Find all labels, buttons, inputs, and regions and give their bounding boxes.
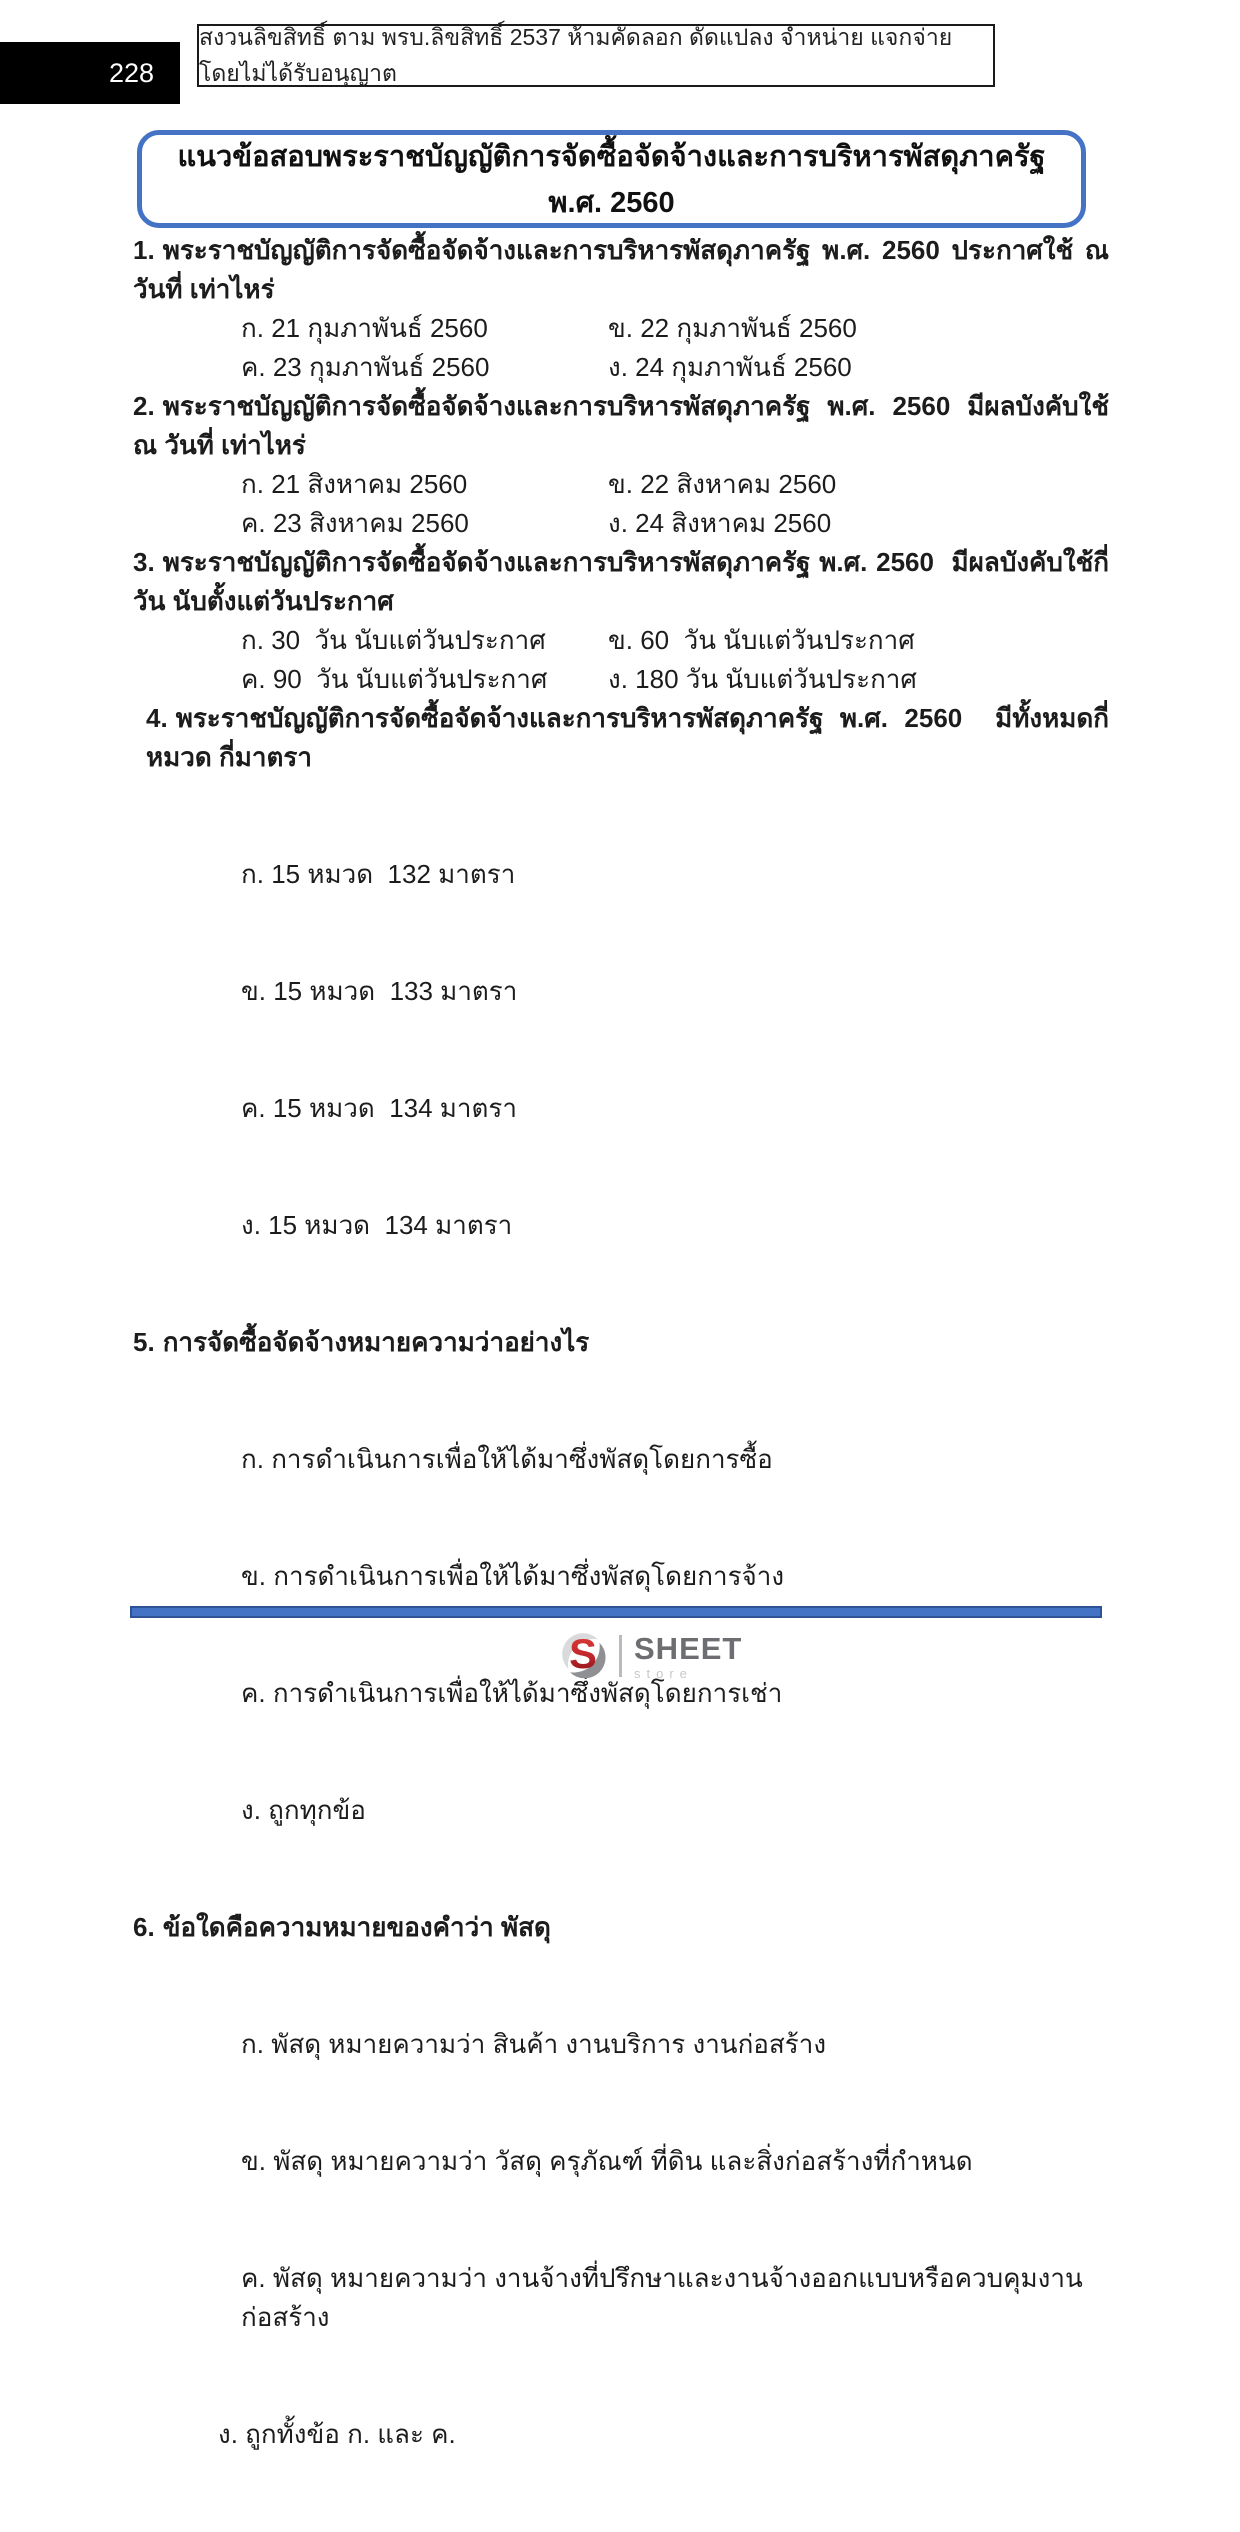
question-block-4 xyxy=(133,699,1109,1323)
question-text xyxy=(133,1908,1109,1947)
question-text xyxy=(133,387,1117,465)
option-d: ง. ถูกทุกข้อ xyxy=(241,1795,366,1825)
option-c: ค. 23 กุมภาพันธ์ 2560 xyxy=(241,352,490,382)
copyright-text: สงวนลิขสิทธิ์ ตาม พรบ.ลิขสิทธิ์ 2537 ห้ามคัดลอก ดัดแปลง จำหน่าย แจกจ่าย โดยไม่ได้รับอนุญาต xyxy=(199,23,953,86)
option-c: ค. 15 หมวด 134 มาตรา xyxy=(241,1093,517,1123)
question-number: 4. xyxy=(146,703,168,733)
question-body: การจัดซื้อจัดจ้างหมายความว่าอย่างไร xyxy=(162,1327,590,1357)
questions-area xyxy=(133,231,1117,2532)
question-body: พระราชบัญญัติการจัดซื้อจัดจ้างและการบริหารพัสดุภาครัฐ พ.ศ. 2560 มีผลบังคับใช้กี่วัน นับตั้งแต่วันประกาศ xyxy=(133,547,1109,616)
question-block-6 xyxy=(133,1908,1109,2532)
question-body: พระราชบัญญัติการจัดซื้อจัดจ้างและการบริหารพัสดุภาครัฐ พ.ศ. 2560 มีผลบังคับใช้ ณ วันที่ เท่าไหร่ xyxy=(133,391,1117,460)
option-a: ก. 21 กุมภาพันธ์ 2560 xyxy=(241,313,488,343)
options-list xyxy=(133,1947,1109,2532)
sheet-logo-icon xyxy=(557,1628,609,1685)
options-list xyxy=(133,621,1109,699)
question-block-2 xyxy=(133,387,1117,543)
option-d: ง. 15 หมวด 134 มาตรา xyxy=(241,1210,513,1240)
question-block-3 xyxy=(133,543,1109,699)
option-b: ข. 22 กุมภาพันธ์ 2560 xyxy=(608,313,857,343)
question-number: 2. xyxy=(133,391,155,421)
option-c: ค. พัสดุ หมายความว่า งานจ้างที่ปรึกษาและงานจ้างออกแบบหรือควบคุมงานก่อสร้าง xyxy=(241,2263,1083,2332)
question-number: 3. xyxy=(133,547,155,577)
option-a: ก. พัสดุ หมายความว่า สินค้า งานบริการ งานก่อสร้าง xyxy=(241,2029,827,2059)
option-b: ข. 15 หมวด 133 มาตรา xyxy=(241,976,518,1006)
question-number: 6. xyxy=(133,1912,155,1942)
question-block-1 xyxy=(133,231,1117,387)
option-d: ง. 180 วัน นับแต่วันประกาศ xyxy=(608,664,917,694)
exam-title: แนวข้อสอบพระราชบัญญัติการจัดซื้อจัดจ้างและการบริหารพัสดุภาครัฐ พ.ศ. 2560 xyxy=(177,141,1046,219)
brand-name: SHEET xyxy=(634,1630,743,1666)
option-c: ค. 90 วัน นับแต่วันประกาศ xyxy=(241,664,548,694)
page-number: 228 xyxy=(108,57,154,88)
svg-text:S: S xyxy=(569,1629,597,1677)
option-b: ข. พัสดุ หมายความว่า วัสดุ ครุภัณฑ์ ที่ดิน และสิ่งก่อสร้างที่กำหนด xyxy=(241,2146,973,2176)
option-b: ข. 60 วัน นับแต่วันประกาศ xyxy=(608,625,915,655)
footer-divider-bar xyxy=(130,1606,1102,1618)
brand-text xyxy=(634,1630,743,1681)
option-d: ง. ถูกทั้งข้อ ก. และ ค. xyxy=(218,2419,456,2449)
sheet-store-logo xyxy=(557,1630,742,1682)
option-a: ก. 30 วัน นับแต่วันประกาศ xyxy=(241,625,546,655)
question-body: พระราชบัญญัติการจัดซื้อจัดจ้างและการบริหารพัสดุภาครัฐ พ.ศ. 2560 ประกาศใช้ ณ วันที่ เท่าไหร่ xyxy=(133,235,1117,304)
options-list xyxy=(133,777,1109,1323)
copyright-box xyxy=(197,24,995,87)
option-a: ก. 21 สิงหาคม 2560 xyxy=(241,469,468,499)
logo-divider xyxy=(619,1635,622,1677)
options-list xyxy=(133,465,1109,543)
options-list xyxy=(133,309,1109,387)
question-text xyxy=(133,1323,1109,1362)
option-d: ง. 24 สิงหาคม 2560 xyxy=(608,508,832,538)
brand-subtitle: store xyxy=(634,1665,693,1681)
question-body: ข้อใดคือความหมายของคำว่า พัสดุ xyxy=(162,1912,551,1942)
option-a: ก. 15 หมวด 132 มาตรา xyxy=(241,859,516,889)
question-text xyxy=(133,543,1109,621)
page-number-tab xyxy=(0,42,180,104)
option-d: ง. 24 กุมภาพันธ์ 2560 xyxy=(608,352,852,382)
question-number: 5. xyxy=(133,1327,155,1357)
exam-title-box xyxy=(137,130,1086,228)
question-number: 1. xyxy=(133,235,155,265)
question-text xyxy=(133,231,1117,309)
question-text xyxy=(133,699,1109,777)
option-c: ค. 23 สิงหาคม 2560 xyxy=(241,508,469,538)
option-a: ก. การดำเนินการเพื่อให้ได้มาซึ่งพัสดุโดยการซื้อ xyxy=(241,1444,773,1474)
option-c: ค. การดำเนินการเพื่อให้ได้มาซึ่งพัสดุโดยการเช่า xyxy=(241,1678,783,1708)
option-b: ข. การดำเนินการเพื่อให้ได้มาซึ่งพัสดุโดยการจ้าง xyxy=(241,1561,785,1591)
option-b: ข. 22 สิงหาคม 2560 xyxy=(608,469,837,499)
question-body: พระราชบัญญัติการจัดซื้อจัดจ้างและการบริหารพัสดุภาครัฐ พ.ศ. 2560 มีทั้งหมดกี่หมวด กี่มาตรา xyxy=(146,703,1109,772)
